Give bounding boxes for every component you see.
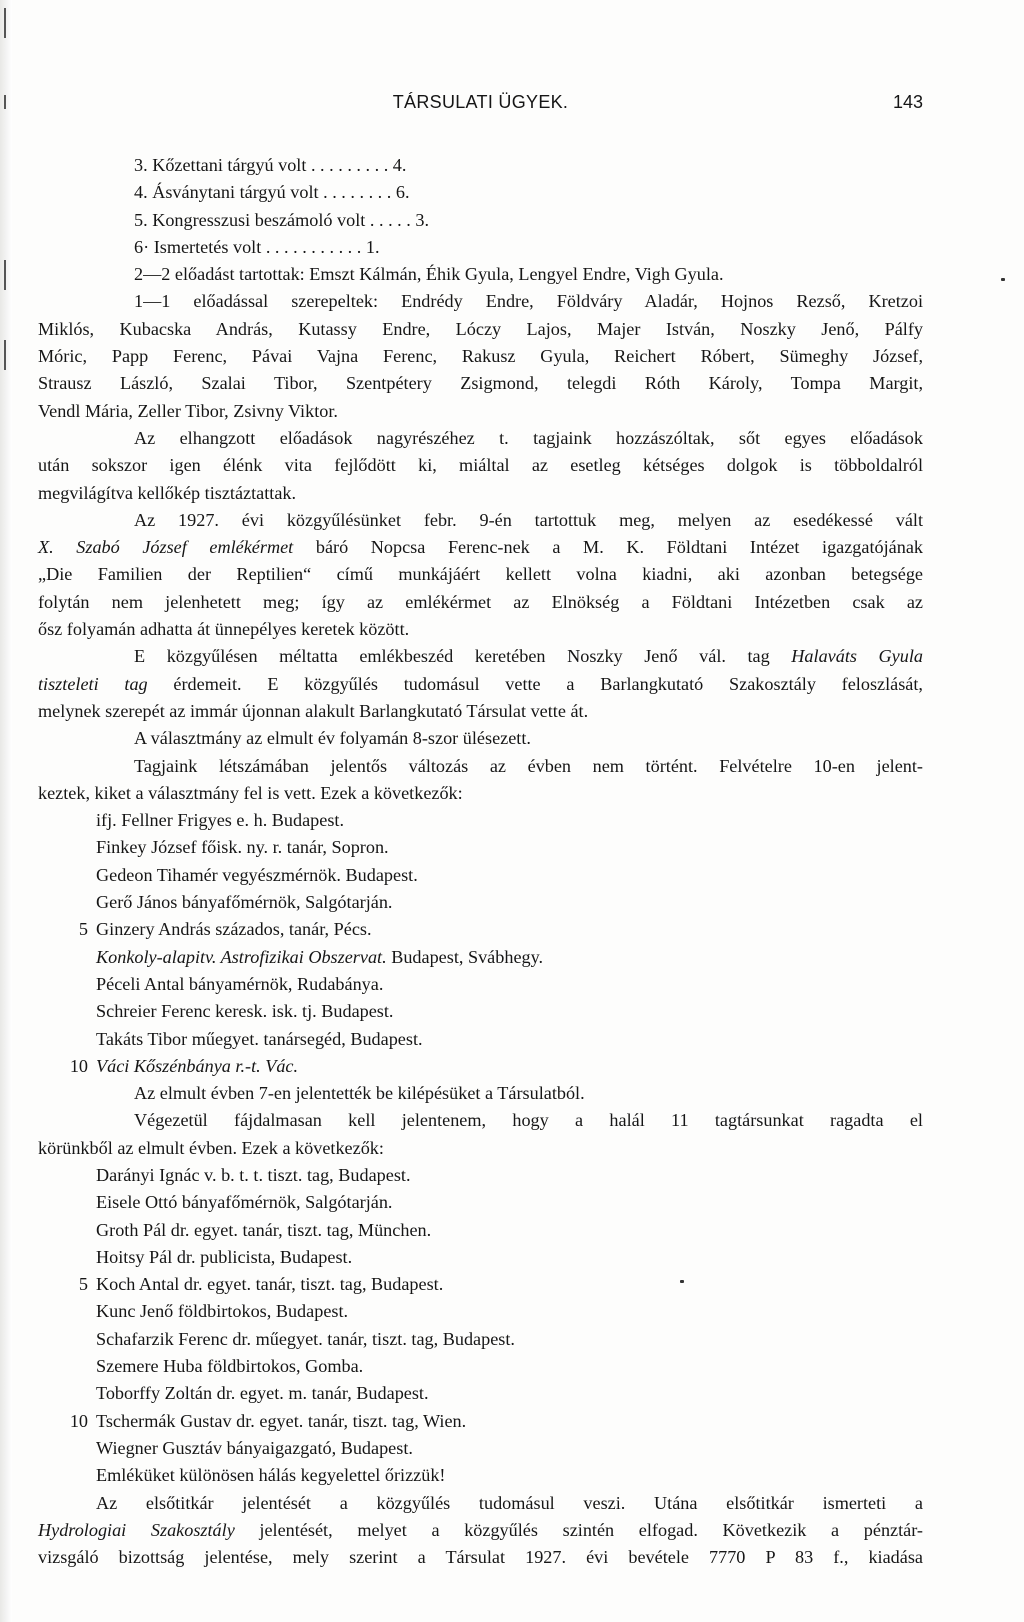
membership-line: Tagjaink létszámában jelentős változás az évben nem történt. Felvételre 10-en jelent-: [134, 755, 923, 776]
deceased-item: [38, 1380, 923, 1407]
closing-text: jelentését, melyet a közgyűlés szintén elfogad. Következik a pénztár-: [234, 1519, 923, 1540]
one-lecture-line: 1—1 előadással szerepeltek: Endrédy Endre, Földváry Aladár, Hojnos Rezső, Kretzoi: [134, 291, 923, 312]
item-number: 5: [78, 1274, 88, 1295]
member-entry: Takáts Tibor műegyet. tanársegéd, Budapest.: [96, 1028, 423, 1049]
closing-line: Az elsőtitkár jelentését a közgyűlés tudomásul veszi. Utána elsőtitkár ismerteti a: [96, 1492, 923, 1513]
deceased-entry: Groth Pál dr. egyet. tanár, tiszt. tag, München.: [96, 1219, 432, 1240]
deceased-item: [38, 1189, 923, 1216]
scan-edge-mark: [4, 95, 6, 109]
deceased-item: [38, 1271, 923, 1298]
memorial-text: érdemeit. E közgyűlés tudomásul vette a Barlangkutató Szakosztály feloszlását,: [147, 673, 923, 694]
body-text: [38, 152, 923, 1571]
discussion-line: Az elhangzott előadások nagyrészéhez t. tagjaink hozzászóltak, sőt egyes előadások: [134, 427, 923, 448]
deceased-item: [38, 1353, 923, 1380]
new-member-item: [38, 889, 923, 916]
deceased-item: [38, 1162, 923, 1189]
scan-edge-mark: [4, 260, 6, 290]
new-member-item: [38, 1026, 923, 1053]
member-entry: Gedeon Tihamér vegyészmérnök. Budapest.: [96, 864, 418, 885]
medal-name: X. Szabó József emlékérmet: [38, 537, 294, 558]
item-number: 5: [78, 919, 88, 940]
discussion-line: után sokszor igen élénk vita fejlődött ki, miáltal az esetleg kétséges dolgok is többoldalról: [38, 455, 923, 476]
member-institution: Váci Kőszénbánya r.-t. Vác.: [96, 1055, 299, 1076]
deaths-intro-line: Végezetül fájdalmasan kell jelentenem, hogy a halál 11 tagtársunkat ragadta el: [134, 1110, 923, 1131]
tally-line: 3. Kőzettani tárgyú volt . . . . . . . . . 4.: [134, 155, 407, 175]
member-entry: Péceli Antal bányamérnök, Rudabánya.: [96, 973, 384, 994]
item-number: 10: [69, 1410, 88, 1431]
tally-line: 6· Ismertetés volt . . . . . . . . . . . 1.: [134, 236, 380, 257]
two-lectures-line: 2—2 előadást tartottak: Emszt Kálmán, Éhik Gyula, Lengyel Endre, Vigh Gyula.: [134, 264, 724, 285]
new-member-item: [38, 944, 923, 971]
assembly-line-rest: báró Nopcsa Ferenc-nek a M. K. Földtani Intézet igazgatójának: [293, 537, 924, 558]
new-member-item: [38, 971, 923, 998]
deceased-entry: Eisele Ottó bányafőmérnök, Salgótarján.: [96, 1192, 393, 1213]
memorial-text: E közgyűlésen méltatta emlékbeszéd keretében Noszky Jenő vál. tag: [134, 646, 792, 667]
withdrawn-line: Az elmult évben 7-en jelentették be kilépésüket a Társulatból.: [134, 1083, 585, 1104]
section-name: Hydrologiai Szakosztály: [38, 1519, 235, 1540]
closing-line: [38, 1517, 923, 1544]
deceased-entry: Schafarzik Ferenc dr. műegyet. tanár, tiszt. tag, Budapest.: [96, 1328, 515, 1349]
committee-line: A választmány az elmult év folyamán 8-szor ülésezett.: [134, 728, 531, 749]
tally-line: 5. Kongresszusi beszámoló volt . . . . . 3.: [134, 209, 430, 230]
memorial-line: [38, 671, 923, 698]
scan-edge-mark: [4, 8, 6, 38]
scan-speck: [1001, 278, 1005, 281]
one-lecture-line: Strausz László, Szalai Tibor, Szentpétery Zsigmond, telegdi Róth Károly, Tompa Margit,: [38, 373, 923, 394]
assembly-line: [38, 534, 923, 561]
one-lecture-line: Miklós, Kubacska András, Kutassy Endre, Lóczy Lajos, Majer István, Noszky Jenő, Pálfy: [38, 318, 923, 339]
member-entry: Ginzery András százados, tanár, Pécs.: [96, 919, 372, 940]
closing-line: vizsgáló bizottság jelentése, mely szerint a Társulat 1927. évi bevétele 7770 P 83 f., kiadása: [38, 1547, 923, 1568]
new-member-item: [38, 916, 923, 943]
new-member-item: [38, 998, 923, 1025]
memorial-line: melynek szerepét az immár újonnan alakult Barlangkutató Társulat vette át.: [38, 700, 589, 721]
member-institution: Konkoly-alapitv. Astrofizikai Obszervat.: [96, 946, 387, 967]
assembly-line: Az 1927. évi közgyűlésünket febr. 9-én tartottuk meg, melyen az esedékessé vált: [134, 509, 923, 530]
assembly-line: folytán nem jelenhetett meg; így az emlékérmet az Elnökség a Földtani Intézetben csak az: [38, 591, 923, 612]
deceased-item: [38, 1326, 923, 1353]
running-head: TÁRSULATI ÜGYEK.: [392, 92, 569, 112]
one-lecture-line: Vendl Mária, Zeller Tibor, Zsivny Viktor.: [38, 400, 338, 421]
deceased-entry: Hoitsy Pál dr. publicista, Budapest.: [96, 1246, 353, 1267]
member-entry: Gerő János bányafőmérnök, Salgótarján.: [96, 892, 393, 913]
memorial-line: [38, 643, 923, 670]
assembly-line: ősz folyamán adhatta át ünnepélyes keretek között.: [38, 619, 410, 640]
member-entry: Schreier Ferenc keresk. isk. tj. Budapest.: [96, 1001, 394, 1022]
deceased-entry: Kunc Jenő földbirtokos, Budapest.: [96, 1301, 349, 1322]
item-number: 10: [69, 1055, 88, 1076]
membership-line: keztek, kiket a választmány fel is vett. Ezek a következők:: [38, 782, 463, 803]
deceased-entry: Tschermák Gustav dr. egyet. tanár, tiszt. tag, Wien.: [96, 1410, 467, 1431]
new-member-item: [38, 1053, 923, 1080]
memorial-honoree: Halaváts Gyula: [791, 646, 923, 667]
deceased-entry: Darányi Ignác v. b. t. t. tiszt. tag, Budapest.: [96, 1164, 411, 1185]
scan-edge: [0, 0, 12, 1622]
deceased-entry: Wiegner Gusztáv bányaigazgató, Budapest.: [96, 1437, 413, 1458]
new-member-item: [38, 862, 923, 889]
assembly-line: „Die Familien der Reptilien“ című munkájáért kellett volna kiadni, aki azonban betegsége: [38, 564, 923, 585]
deceased-item: [38, 1217, 923, 1244]
member-entry: Finkey József főisk. ny. r. tanár, Sopron.: [96, 837, 389, 858]
deceased-item: [38, 1435, 923, 1462]
page-number: 143: [892, 92, 923, 112]
deceased-entry: Szemere Huba földbirtokos, Gomba.: [96, 1356, 364, 1377]
scan-edge-mark: [4, 340, 6, 370]
deceased-entry: Koch Antal dr. egyet. tanár, tiszt. tag, Budapest.: [96, 1274, 444, 1295]
deceased-item: [38, 1298, 923, 1325]
discussion-line: megvilágítva kellőkép tisztáztattak.: [38, 482, 297, 503]
new-member-item: [38, 807, 923, 834]
remembrance-line: Emléküket különösen hálás kegyelettel őrizzük!: [96, 1465, 446, 1486]
member-entry: ifj. Fellner Frigyes e. h. Budapest.: [96, 810, 345, 831]
new-member-item: [38, 834, 923, 861]
deceased-item: [38, 1244, 923, 1271]
honorary-title: tiszteleti tag: [38, 673, 148, 694]
page-header: [38, 92, 923, 122]
deaths-intro-line: körünkből az elmult évben. Ezek a következők:: [38, 1137, 384, 1158]
deceased-item: [38, 1408, 923, 1435]
one-lecture-line: Móric, Papp Ferenc, Pávai Vajna Ferenc, Rakusz Gyula, Reichert Róbert, Sümeghy József,: [38, 346, 923, 367]
scan-speck: [680, 1280, 684, 1283]
deceased-entry: Toborffy Zoltán dr. egyet. m. tanár, Budapest.: [96, 1383, 429, 1404]
member-entry: Budapest, Svábhegy.: [386, 946, 544, 967]
tally-line: 4. Ásványtani tárgyú volt . . . . . . . . 6.: [134, 182, 410, 203]
